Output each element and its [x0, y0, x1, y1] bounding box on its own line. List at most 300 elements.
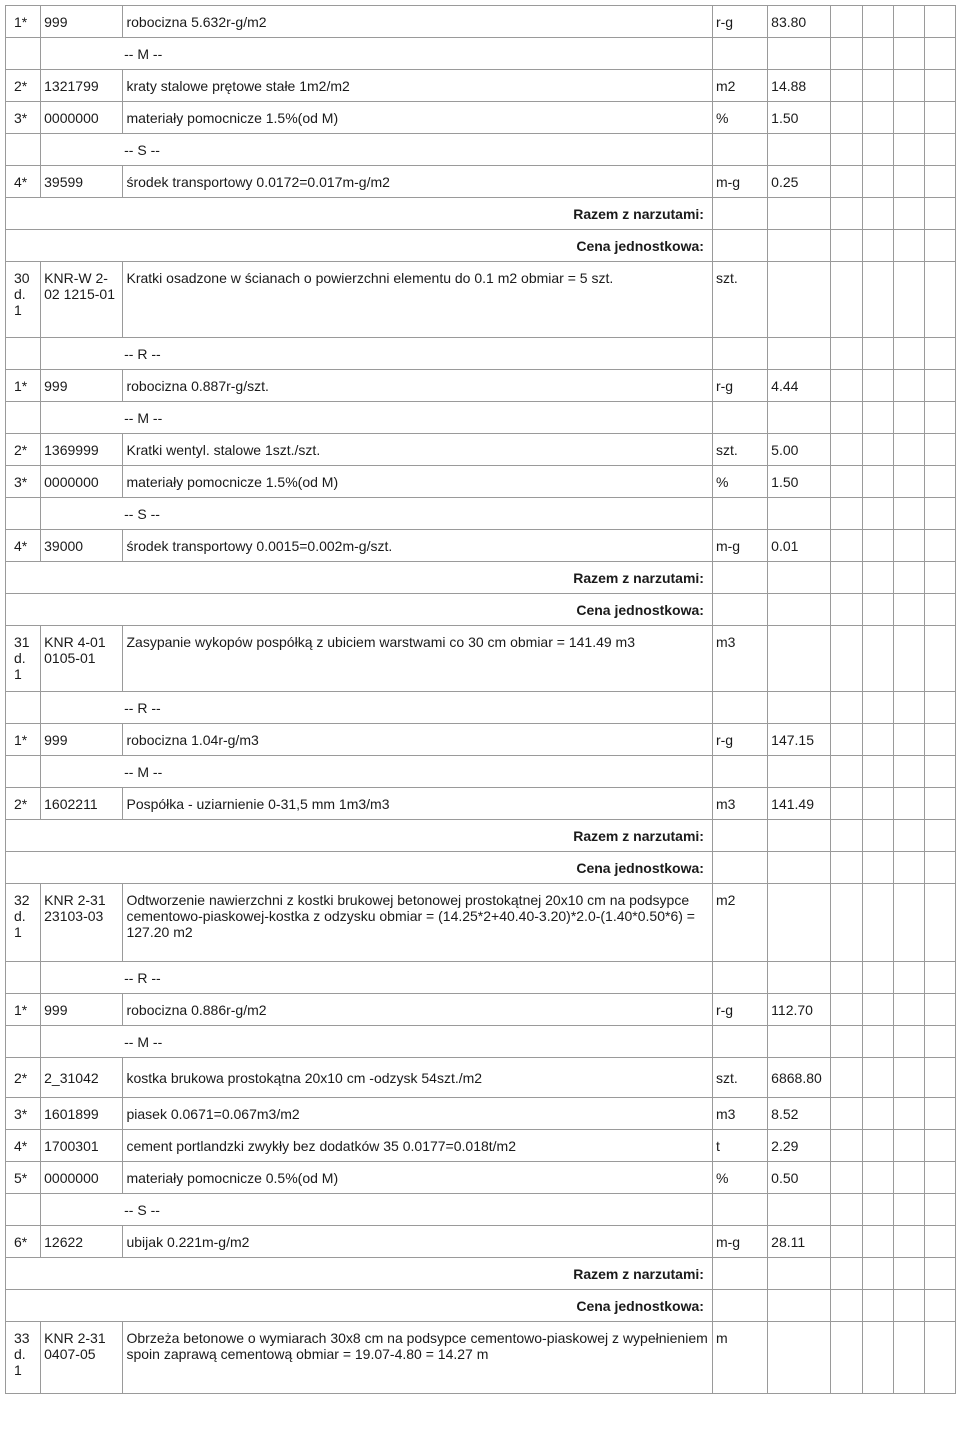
empty-cell — [862, 594, 893, 626]
empty-cell — [768, 1026, 831, 1058]
empty-cell — [712, 1290, 767, 1322]
razem-row — [6, 562, 956, 594]
empty-cell — [768, 884, 831, 962]
resource-unit: m3 — [712, 788, 767, 820]
empty-cell — [712, 562, 767, 594]
empty-cell — [862, 38, 893, 70]
resource-row — [6, 434, 956, 466]
resource-desc: robocizna 0.887r-g/szt. — [123, 370, 712, 402]
resource-row — [6, 166, 956, 198]
resource-lp: 3* — [6, 466, 41, 498]
empty-cell — [924, 262, 955, 338]
empty-cell — [893, 1162, 924, 1194]
resource-index: 12622 — [41, 1226, 123, 1258]
position-row-31 — [6, 626, 956, 692]
section-row — [6, 498, 956, 530]
empty-cell — [924, 788, 955, 820]
cena-label: Cena jednostkowa: — [6, 852, 713, 884]
empty-cell — [6, 498, 41, 530]
resource-index: 1321799 — [41, 70, 123, 102]
empty-cell — [893, 884, 924, 962]
empty-cell — [893, 788, 924, 820]
empty-cell — [831, 994, 862, 1026]
resource-row — [6, 788, 956, 820]
empty-cell — [831, 1058, 862, 1098]
empty-cell — [893, 530, 924, 562]
empty-cell — [768, 38, 831, 70]
empty-cell — [893, 594, 924, 626]
empty-cell — [862, 562, 893, 594]
resource-row — [6, 1098, 956, 1130]
empty-cell — [712, 820, 767, 852]
empty-cell — [893, 134, 924, 166]
empty-cell — [862, 692, 893, 724]
empty-cell — [768, 262, 831, 338]
empty-cell — [6, 134, 41, 166]
position-row-30 — [6, 262, 956, 338]
empty-cell — [893, 756, 924, 788]
empty-cell — [924, 884, 955, 962]
empty-cell — [924, 594, 955, 626]
resource-desc: robocizna 1.04r-g/m3 — [123, 724, 712, 756]
resource-index: 1369999 — [41, 434, 123, 466]
empty-cell — [924, 852, 955, 884]
empty-cell — [893, 102, 924, 134]
section-label — [41, 1194, 713, 1226]
empty-cell — [712, 338, 767, 370]
empty-cell — [893, 994, 924, 1026]
empty-cell — [768, 402, 831, 434]
resource-unit: % — [712, 102, 767, 134]
section-r-label: -- R -- — [124, 345, 161, 362]
empty-cell — [862, 1194, 893, 1226]
empty-cell — [862, 530, 893, 562]
empty-cell — [924, 962, 955, 994]
empty-cell — [924, 1290, 955, 1322]
empty-cell — [831, 370, 862, 402]
empty-cell — [862, 1290, 893, 1322]
resource-index: 2_31042 — [41, 1058, 123, 1098]
empty-cell — [768, 692, 831, 724]
empty-cell — [893, 402, 924, 434]
empty-cell — [893, 1290, 924, 1322]
resource-unit: m-g — [712, 1226, 767, 1258]
empty-cell — [712, 594, 767, 626]
empty-cell — [893, 1258, 924, 1290]
empty-cell — [924, 198, 955, 230]
empty-cell — [831, 1194, 862, 1226]
cena-row — [6, 852, 956, 884]
empty-cell — [831, 402, 862, 434]
position-code: KNR-W 2-02 1215-01 — [41, 262, 123, 338]
resource-desc: środek transportowy 0.0015=0.002m-g/szt. — [123, 530, 712, 562]
resource-unit: m2 — [712, 70, 767, 102]
empty-cell — [831, 102, 862, 134]
empty-cell — [831, 594, 862, 626]
empty-cell — [768, 198, 831, 230]
resource-index: 999 — [41, 724, 123, 756]
empty-cell — [924, 6, 955, 38]
empty-cell — [862, 498, 893, 530]
resource-desc: kraty stalowe prętowe stałe 1m2/m2 — [123, 70, 712, 102]
empty-cell — [6, 1026, 41, 1058]
position-lp: 31 d. 1 — [6, 626, 41, 692]
resource-row — [6, 70, 956, 102]
section-label — [41, 756, 713, 788]
section-row — [6, 338, 956, 370]
empty-cell — [893, 1226, 924, 1258]
empty-cell — [893, 466, 924, 498]
section-row — [6, 692, 956, 724]
empty-cell — [862, 1258, 893, 1290]
resource-desc: materiały pomocnicze 0.5%(od M) — [123, 1162, 712, 1194]
empty-cell — [831, 626, 862, 692]
resource-index: 1700301 — [41, 1130, 123, 1162]
section-row — [6, 962, 956, 994]
resource-index: 39599 — [41, 166, 123, 198]
empty-cell — [893, 338, 924, 370]
resource-lp: 1* — [6, 370, 41, 402]
empty-cell — [893, 262, 924, 338]
empty-cell — [893, 166, 924, 198]
empty-cell — [924, 102, 955, 134]
resource-desc: robocizna 5.632r-g/m2 — [123, 6, 712, 38]
empty-cell — [712, 498, 767, 530]
resource-unit: r-g — [712, 6, 767, 38]
section-r-label: -- R -- — [124, 969, 161, 986]
empty-cell — [831, 852, 862, 884]
resource-lp: 6* — [6, 1226, 41, 1258]
resource-value: 1.50 — [768, 102, 831, 134]
position-desc: Kratki osadzone w ścianach o powierzchni elementu do 0.1 m2 obmiar = 5 szt. — [123, 262, 712, 338]
resource-value: 14.88 — [768, 70, 831, 102]
empty-cell — [831, 724, 862, 756]
empty-cell — [862, 884, 893, 962]
empty-cell — [831, 1226, 862, 1258]
empty-cell — [924, 820, 955, 852]
empty-cell — [924, 338, 955, 370]
empty-cell — [924, 1098, 955, 1130]
empty-cell — [768, 1194, 831, 1226]
empty-cell — [893, 1098, 924, 1130]
empty-cell — [831, 756, 862, 788]
resource-unit: m3 — [712, 1098, 767, 1130]
empty-cell — [924, 498, 955, 530]
empty-cell — [712, 756, 767, 788]
resource-index: 0000000 — [41, 102, 123, 134]
resource-desc: środek transportowy 0.0172=0.017m-g/m2 — [123, 166, 712, 198]
cena-row — [6, 1290, 956, 1322]
resource-lp: 3* — [6, 102, 41, 134]
empty-cell — [712, 198, 767, 230]
empty-cell — [768, 134, 831, 166]
empty-cell — [893, 1322, 924, 1394]
resource-lp: 2* — [6, 788, 41, 820]
empty-cell — [862, 1226, 893, 1258]
empty-cell — [862, 756, 893, 788]
empty-cell — [768, 594, 831, 626]
empty-cell — [893, 1058, 924, 1098]
section-label — [41, 962, 713, 994]
position-code: KNR 4-01 0105-01 — [41, 626, 123, 692]
section-row — [6, 402, 956, 434]
empty-cell — [924, 230, 955, 262]
razem-label: Razem z narzutami: — [6, 198, 713, 230]
razem-label: Razem z narzutami: — [6, 1258, 713, 1290]
resource-value: 112.70 — [768, 994, 831, 1026]
resource-index: 1602211 — [41, 788, 123, 820]
empty-cell — [712, 1194, 767, 1226]
empty-cell — [862, 1162, 893, 1194]
empty-cell — [924, 70, 955, 102]
empty-cell — [831, 198, 862, 230]
empty-cell — [862, 724, 893, 756]
resource-index: 999 — [41, 994, 123, 1026]
empty-cell — [831, 1026, 862, 1058]
empty-cell — [862, 102, 893, 134]
resource-lp: 1* — [6, 6, 41, 38]
resource-value: 28.11 — [768, 1226, 831, 1258]
resource-value: 5.00 — [768, 434, 831, 466]
resource-unit: szt. — [712, 1058, 767, 1098]
empty-cell — [862, 262, 893, 338]
empty-cell — [893, 724, 924, 756]
resource-value: 141.49 — [768, 788, 831, 820]
resource-row — [6, 1162, 956, 1194]
empty-cell — [862, 820, 893, 852]
empty-cell — [924, 626, 955, 692]
empty-cell — [6, 38, 41, 70]
resource-desc: ubijak 0.221m-g/m2 — [123, 1226, 712, 1258]
empty-cell — [831, 1162, 862, 1194]
section-row — [6, 38, 956, 70]
section-s-label: -- S -- — [124, 505, 160, 522]
section-m-label: -- M -- — [124, 409, 163, 426]
empty-cell — [768, 820, 831, 852]
section-label — [41, 402, 713, 434]
resource-unit: t — [712, 1130, 767, 1162]
position-code: KNR 2-31 0407-05 — [41, 1322, 123, 1394]
empty-cell — [862, 134, 893, 166]
resource-unit: r-g — [712, 994, 767, 1026]
resource-lp: 3* — [6, 1098, 41, 1130]
empty-cell — [768, 1290, 831, 1322]
resource-value: 0.50 — [768, 1162, 831, 1194]
empty-cell — [893, 38, 924, 70]
resource-lp: 1* — [6, 724, 41, 756]
section-s-label: -- S -- — [124, 141, 160, 158]
empty-cell — [862, 1130, 893, 1162]
section-label — [41, 134, 713, 166]
resource-lp: 2* — [6, 434, 41, 466]
empty-cell — [712, 1258, 767, 1290]
empty-cell — [831, 338, 862, 370]
position-desc: Zasypanie wykopów pospółką z ubiciem warstwami co 30 cm obmiar = 141.49 m3 — [123, 626, 712, 692]
empty-cell — [924, 434, 955, 466]
empty-cell — [831, 1322, 862, 1394]
empty-cell — [862, 994, 893, 1026]
resource-value: 6868.80 — [768, 1058, 831, 1098]
position-code: KNR 2-31 23103-03 — [41, 884, 123, 962]
empty-cell — [893, 1130, 924, 1162]
empty-cell — [924, 1258, 955, 1290]
empty-cell — [893, 562, 924, 594]
resource-unit: r-g — [712, 370, 767, 402]
empty-cell — [831, 788, 862, 820]
empty-cell — [768, 852, 831, 884]
razem-label: Razem z narzutami: — [6, 820, 713, 852]
empty-cell — [712, 402, 767, 434]
resource-desc: cement portlandzki zwykły bez dodatków 35 0.0177=0.018t/m2 — [123, 1130, 712, 1162]
resource-index: 999 — [41, 6, 123, 38]
resource-value: 147.15 — [768, 724, 831, 756]
resource-desc: piasek 0.0671=0.067m3/m2 — [123, 1098, 712, 1130]
resource-unit: m-g — [712, 166, 767, 198]
empty-cell — [831, 1290, 862, 1322]
empty-cell — [862, 466, 893, 498]
empty-cell — [712, 1026, 767, 1058]
section-row — [6, 756, 956, 788]
resource-row — [6, 1130, 956, 1162]
resource-index: 1601899 — [41, 1098, 123, 1130]
empty-cell — [893, 198, 924, 230]
resource-unit: % — [712, 1162, 767, 1194]
empty-cell — [862, 370, 893, 402]
resource-desc: materiały pomocnicze 1.5%(od M) — [123, 102, 712, 134]
resource-value: 83.80 — [768, 6, 831, 38]
empty-cell — [893, 820, 924, 852]
resource-value: 8.52 — [768, 1098, 831, 1130]
empty-cell — [831, 1098, 862, 1130]
empty-cell — [862, 852, 893, 884]
resource-row — [6, 102, 956, 134]
empty-cell — [6, 962, 41, 994]
resource-desc: robocizna 0.886r-g/m2 — [123, 994, 712, 1026]
empty-cell — [924, 724, 955, 756]
resource-row — [6, 6, 956, 38]
cena-label: Cena jednostkowa: — [6, 230, 713, 262]
empty-cell — [862, 434, 893, 466]
empty-cell — [924, 134, 955, 166]
section-row — [6, 134, 956, 166]
empty-cell — [831, 820, 862, 852]
empty-cell — [712, 962, 767, 994]
position-unit: m3 — [712, 626, 767, 692]
empty-cell — [768, 498, 831, 530]
empty-cell — [924, 994, 955, 1026]
resource-lp: 2* — [6, 1058, 41, 1098]
resource-lp: 4* — [6, 166, 41, 198]
empty-cell — [862, 1026, 893, 1058]
empty-cell — [831, 1258, 862, 1290]
empty-cell — [768, 338, 831, 370]
section-label — [41, 38, 713, 70]
empty-cell — [893, 1026, 924, 1058]
section-r-label: -- R -- — [124, 699, 161, 716]
resource-index: 0000000 — [41, 1162, 123, 1194]
empty-cell — [924, 1226, 955, 1258]
position-lp: 30 d. 1 — [6, 262, 41, 338]
position-unit: szt. — [712, 262, 767, 338]
empty-cell — [831, 70, 862, 102]
resource-row — [6, 724, 956, 756]
empty-cell — [862, 788, 893, 820]
empty-cell — [924, 756, 955, 788]
empty-cell — [831, 38, 862, 70]
empty-cell — [924, 402, 955, 434]
empty-cell — [831, 562, 862, 594]
empty-cell — [712, 134, 767, 166]
empty-cell — [6, 338, 41, 370]
resource-row — [6, 370, 956, 402]
empty-cell — [831, 530, 862, 562]
empty-cell — [924, 1058, 955, 1098]
section-s-label: -- S -- — [124, 1201, 160, 1218]
empty-cell — [712, 230, 767, 262]
empty-cell — [893, 370, 924, 402]
position-unit: m2 — [712, 884, 767, 962]
empty-cell — [924, 166, 955, 198]
empty-cell — [893, 1194, 924, 1226]
empty-cell — [6, 1194, 41, 1226]
empty-cell — [768, 562, 831, 594]
empty-cell — [893, 230, 924, 262]
empty-cell — [768, 1322, 831, 1394]
empty-cell — [893, 626, 924, 692]
empty-cell — [768, 1258, 831, 1290]
section-m-label: -- M -- — [124, 45, 163, 62]
section-label — [41, 338, 713, 370]
resource-lp: 1* — [6, 994, 41, 1026]
resource-row — [6, 466, 956, 498]
empty-cell — [6, 692, 41, 724]
resource-index: 39000 — [41, 530, 123, 562]
empty-cell — [862, 1098, 893, 1130]
resource-desc: kostka brukowa prostokątna 20x10 cm -odzysk 54szt./m2 — [123, 1058, 712, 1098]
section-label — [41, 498, 713, 530]
empty-cell — [712, 38, 767, 70]
section-label — [41, 692, 713, 724]
empty-cell — [924, 1322, 955, 1394]
resource-value: 0.01 — [768, 530, 831, 562]
empty-cell — [924, 38, 955, 70]
empty-cell — [862, 626, 893, 692]
empty-cell — [924, 1026, 955, 1058]
resource-index: 999 — [41, 370, 123, 402]
cena-label: Cena jednostkowa: — [6, 1290, 713, 1322]
resource-lp: 2* — [6, 70, 41, 102]
razem-label: Razem z narzutami: — [6, 562, 713, 594]
razem-row — [6, 1258, 956, 1290]
resource-unit: m-g — [712, 530, 767, 562]
empty-cell — [924, 1162, 955, 1194]
empty-cell — [831, 692, 862, 724]
resource-unit: r-g — [712, 724, 767, 756]
empty-cell — [862, 6, 893, 38]
resource-row — [6, 1058, 956, 1098]
cena-row — [6, 594, 956, 626]
empty-cell — [862, 70, 893, 102]
resource-value: 4.44 — [768, 370, 831, 402]
empty-cell — [862, 198, 893, 230]
cena-row — [6, 230, 956, 262]
resource-desc: Kratki wentyl. stalowe 1szt./szt. — [123, 434, 712, 466]
section-label — [41, 1026, 713, 1058]
empty-cell — [924, 370, 955, 402]
resource-row — [6, 994, 956, 1026]
razem-row — [6, 198, 956, 230]
empty-cell — [712, 692, 767, 724]
